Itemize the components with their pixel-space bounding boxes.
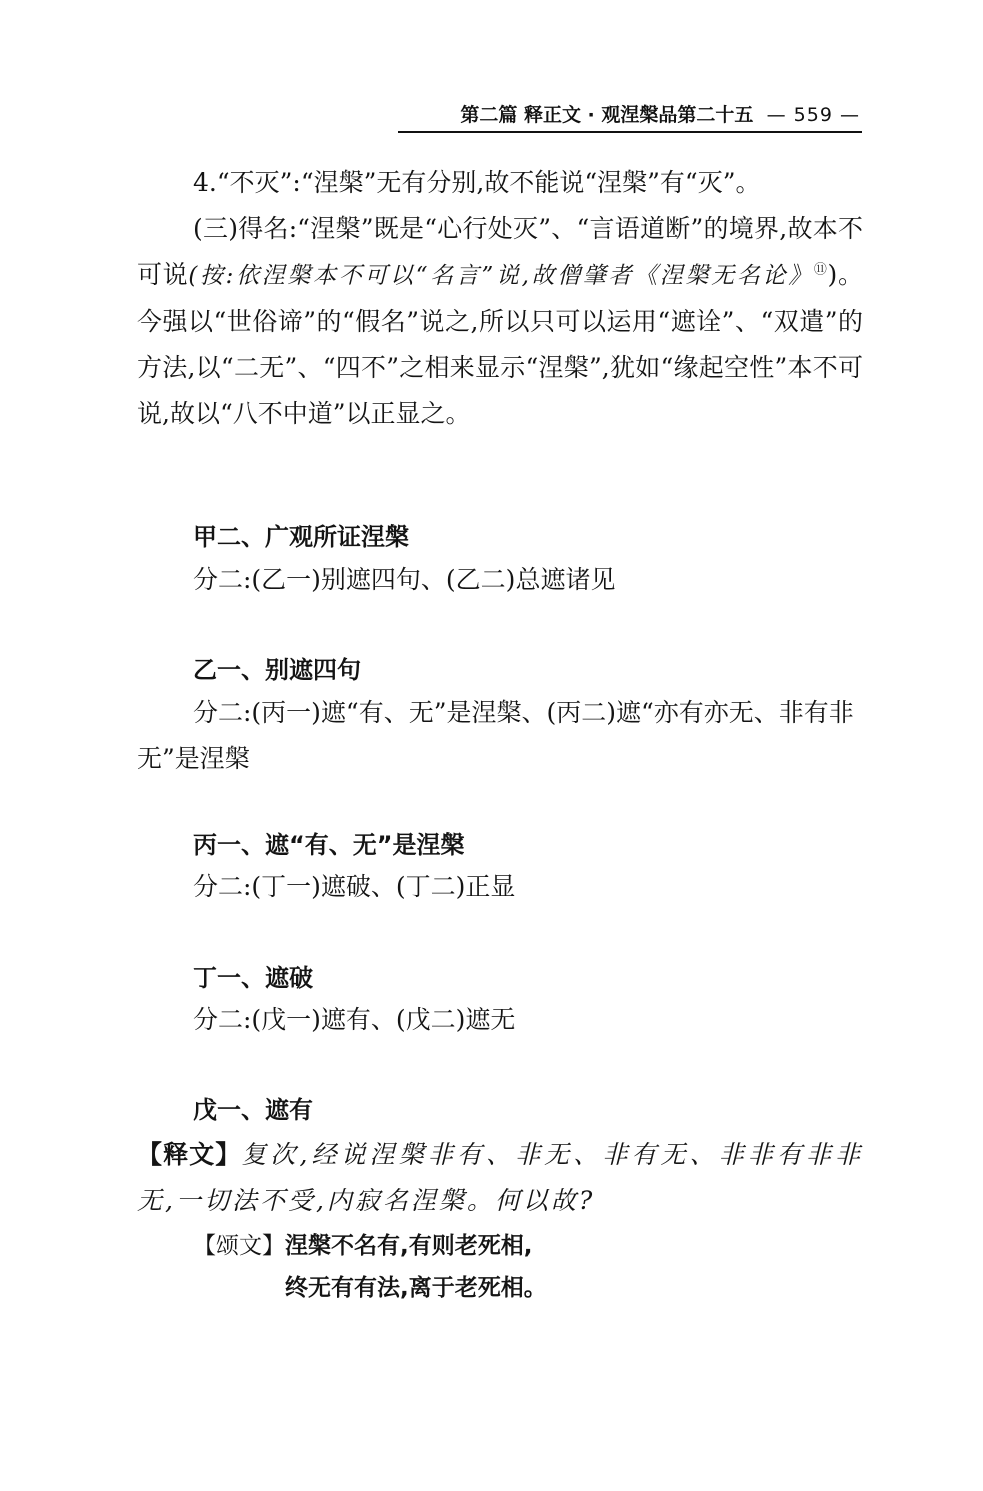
paragraph-not-extinguished: 4.“不灭”:“涅槃”无有分别,故不能说“涅槃”有“灭”。: [193, 168, 761, 197]
paragraph-naming: [137, 206, 863, 437]
songwen-line-1: [193, 1226, 532, 1266]
heading-wu-1: 戊一、遮有: [193, 1096, 313, 1124]
heading-jia-2: 甲二、广观所证涅槃: [193, 523, 409, 551]
heading-ding-1: 丁一、遮破: [193, 964, 313, 992]
naming-annotation: (按:依涅槃本不可以“名言”说,故僧肇者《涅槃无名论》: [188, 263, 814, 289]
running-head: [395, 100, 860, 130]
subdivision-bing-1: 分二:(丁一)遮破、(丁二)正显: [193, 872, 516, 901]
chapter-title: 第二篇 释正文 · 观涅槃品第二十五: [460, 104, 754, 126]
subdivision-ding-1: 分二:(戊一)遮有、(戊二)遮无: [193, 1005, 516, 1034]
shiwen-text: 复次,经说涅槃非有、非无、非有无、非非有非非无,一切法不受,内寂名涅槃。何以故?: [137, 1140, 863, 1215]
header-rule: [398, 131, 862, 133]
shiwen-label: 【释文】: [137, 1140, 242, 1169]
songwen-line-2: 终无有有法,离于老死相。: [285, 1275, 547, 1301]
naming-main-text: (三)得名:“涅槃”既是“心行处灭”、“言语道断”的境界,故本不可说: [137, 214, 863, 289]
heading-yi-1: 乙一、别遮四句: [193, 656, 361, 684]
naming-rest-text: )。今强以“世俗谛”的“假名”说之,所以只可以运用“遮诠”、“双遣”的方法,以“二无”、“四不”之相来显示“涅槃”,犹如“缘起空性”本不可说,故以“八不中道”以正显之。: [137, 260, 863, 428]
footnote-marker: ⑪: [813, 262, 828, 278]
heading-bing-1: 丙一、遮“有、无”是涅槃: [193, 831, 465, 859]
verse-line-1-text: 涅槃不名有,有则老死相,: [285, 1233, 533, 1259]
shiwen-paragraph: [137, 1132, 863, 1224]
subdivision-jia-2: 分二:(乙一)别遮四句、(乙二)总遮诸见: [193, 565, 616, 594]
songwen-label: 【颂文】: [193, 1233, 285, 1259]
subdivision-yi-1: 分二:(丙一)遮“有、无”是涅槃、(丙二)遮“亦有亦无、非有非无”是涅槃: [137, 698, 854, 773]
page-number: — 559 —: [766, 104, 860, 126]
